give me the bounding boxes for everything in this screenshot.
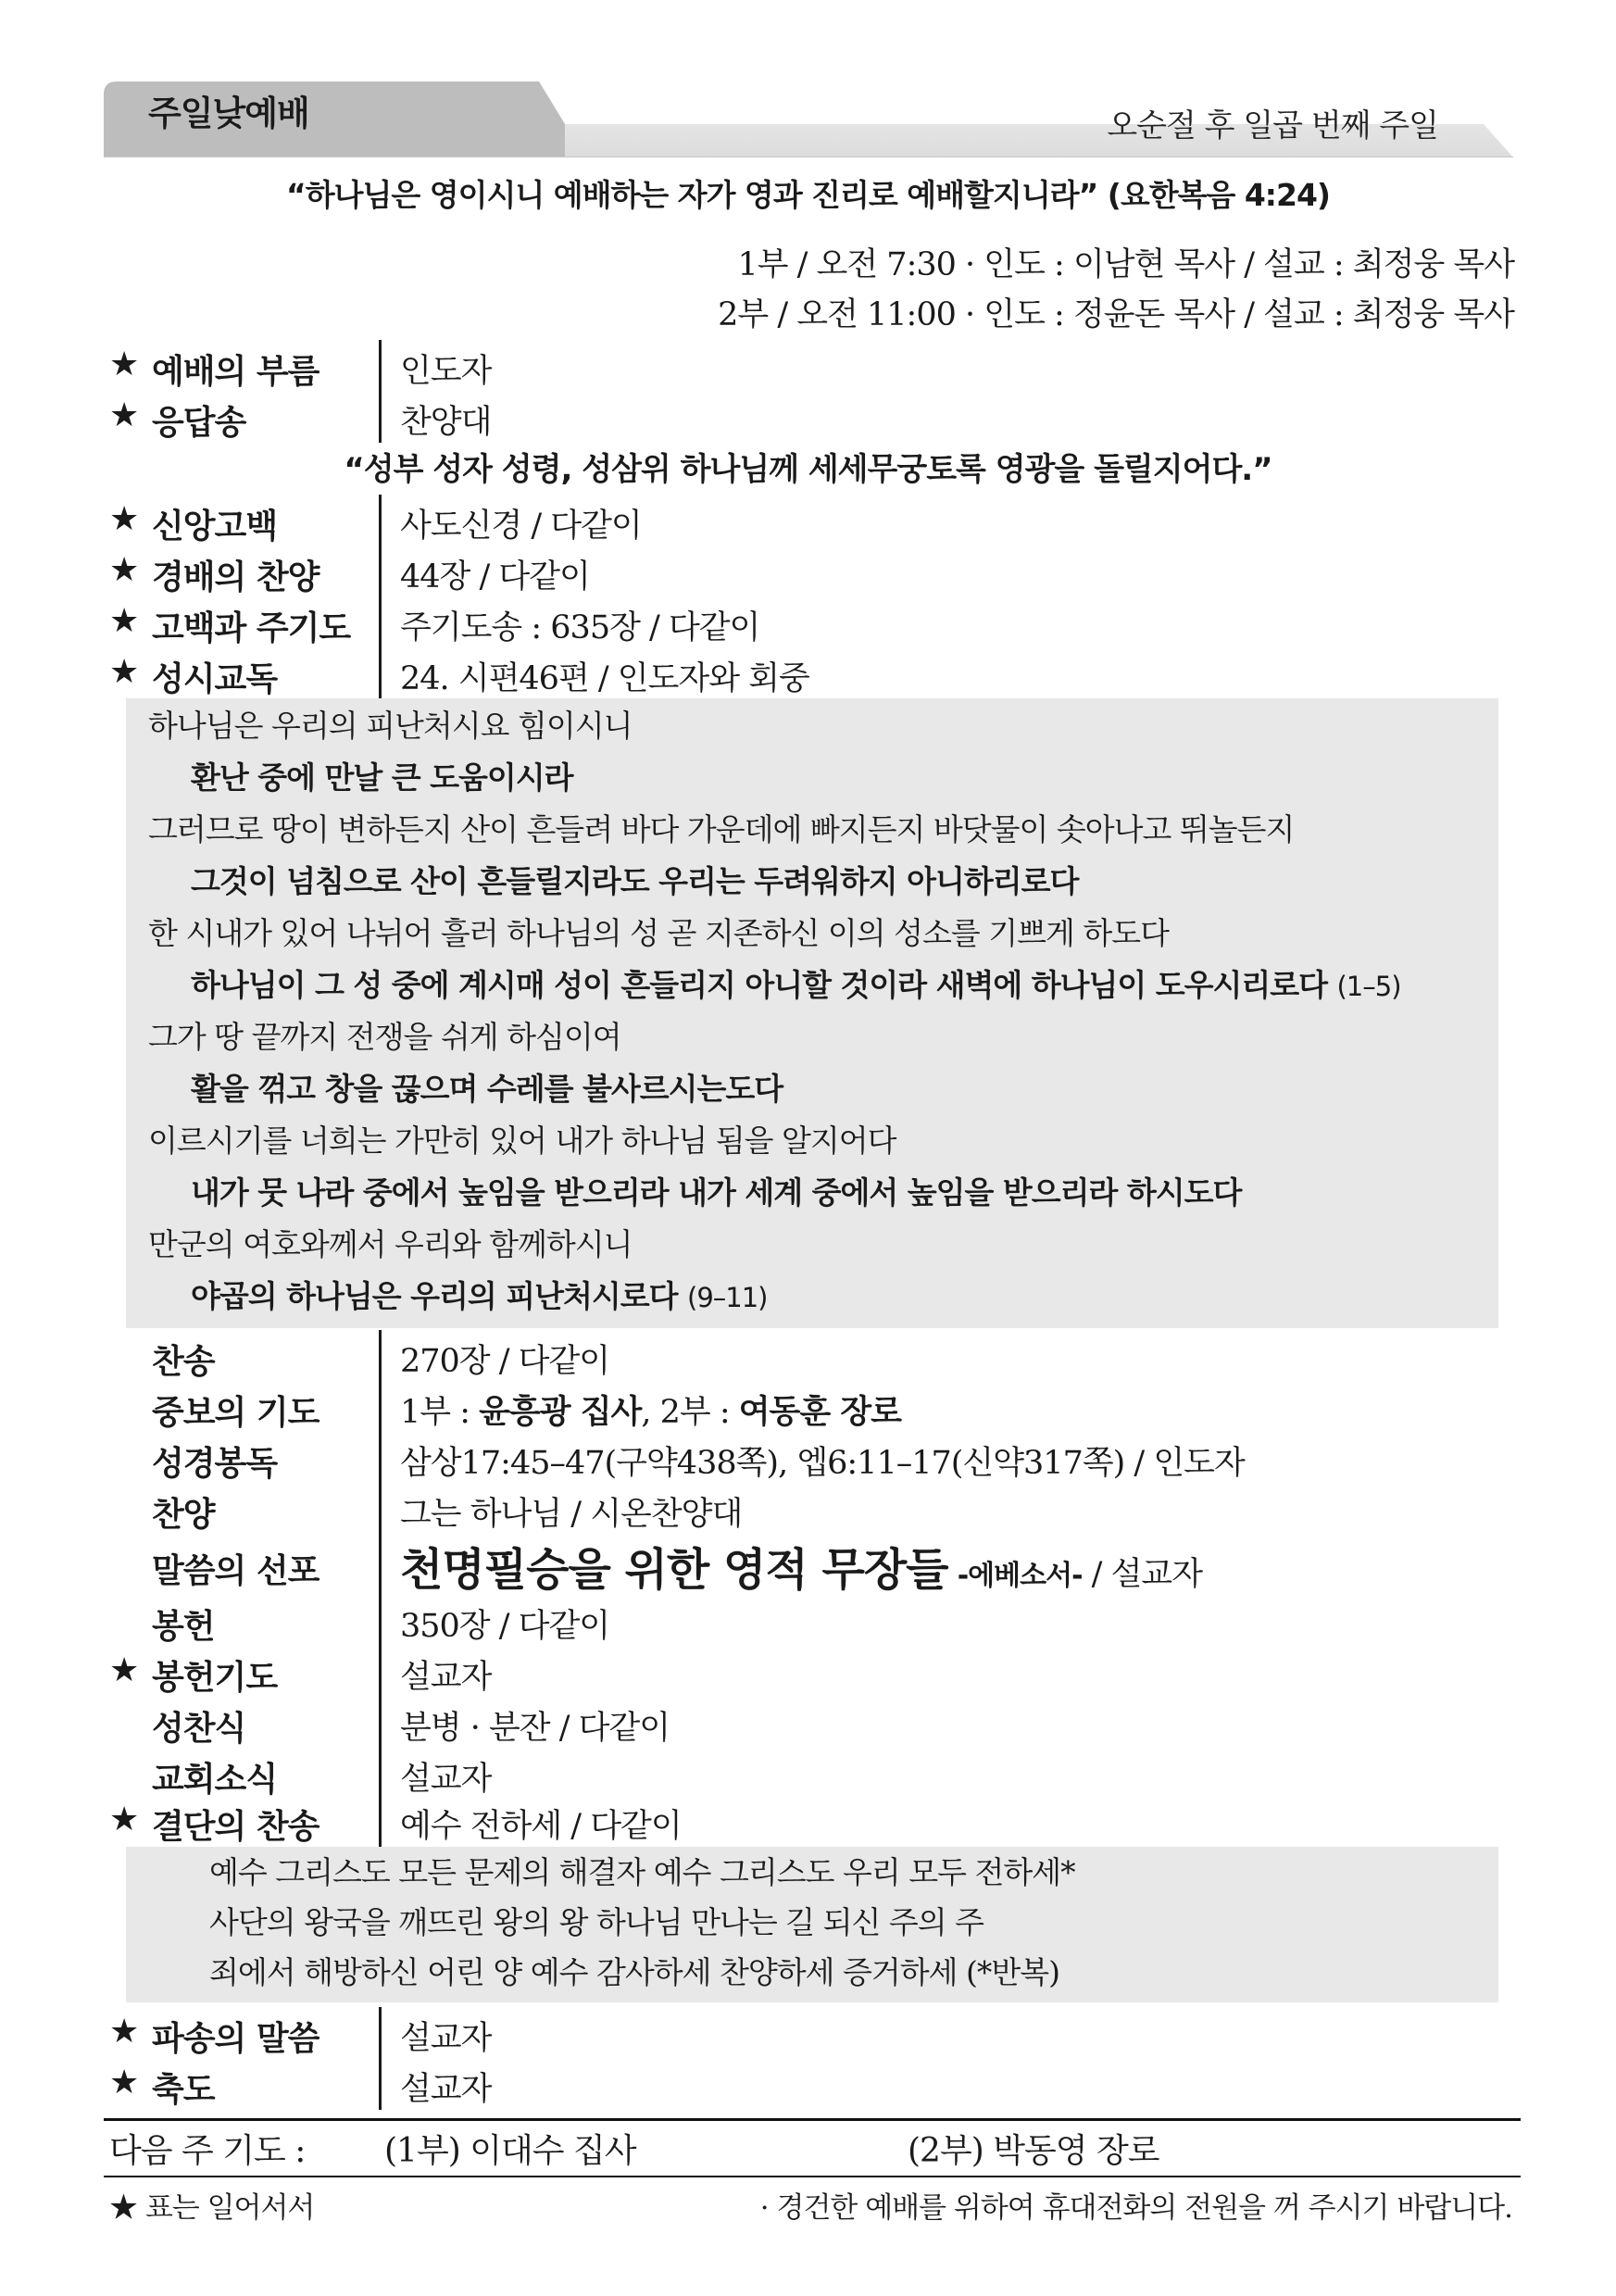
sermon-book: -에베소서- xyxy=(957,1560,1083,1592)
sermon-preacher: / 설교자 xyxy=(1082,1556,1203,1593)
verse-reference: (9–11) xyxy=(687,1282,768,1313)
reading-leader-line: 하나님은 우리의 피난처시요 힘이시니 xyxy=(148,708,633,744)
reading-response-line xyxy=(191,1273,768,1316)
order-label: 성경봉독 xyxy=(152,1445,278,1483)
phone-note: · 경건한 예배를 위하여 휴대전화의 전원을 꺼 주시기 바랍니다. xyxy=(759,2191,1512,2225)
order-row xyxy=(104,1483,1521,1535)
divider xyxy=(379,647,382,699)
order-row xyxy=(104,2058,1521,2110)
divider xyxy=(379,2058,382,2110)
reading-leader-line: 한 시내가 있어 나뉘어 흘러 하나님의 성 곧 지존하신 이의 성소를 기쁘게 하도다 xyxy=(148,915,1169,951)
order-value: 인도자 xyxy=(400,353,492,390)
divider xyxy=(379,1330,382,1382)
reading-response-text: 하나님이 그 성 중에 계시매 성이 흔들리지 아니할 것이라 새벽에 하나님이 도우시리로다 xyxy=(191,967,1337,1003)
order-row xyxy=(104,340,1521,392)
standing-star-icon: ★ xyxy=(109,653,140,691)
order-label: 교회소식 xyxy=(152,1761,278,1799)
standing-note: ★ 표는 일어서서 xyxy=(109,2191,315,2225)
service-1-info: 1부 / 오전 7:30 · 인도 : 이남현 목사 / 설교 : 최정웅 목사 xyxy=(737,246,1514,283)
order-value: 설교자 xyxy=(400,2020,492,2057)
divider xyxy=(379,1432,382,1484)
order-label: 예배의 부름 xyxy=(152,353,319,391)
order-row xyxy=(104,1381,1521,1433)
divider xyxy=(379,1697,382,1749)
order-value: 분병 · 분잔 / 다같이 xyxy=(400,1710,670,1747)
order-value: 예수 전하세 / 다같이 xyxy=(400,1808,682,1845)
sermon-title: 천명필승을 위한 영적 무장들 xyxy=(400,1544,948,1596)
order-row xyxy=(104,495,1521,546)
hymn-lyric-line: 사단의 왕국을 깨뜨린 왕의 왕 하나님 만나는 길 되신 주의 주 xyxy=(209,1904,983,1940)
order-label: 성찬식 xyxy=(152,1710,246,1748)
order-row xyxy=(104,1330,1521,1382)
service-2-label: , 2부 : xyxy=(641,1394,739,1431)
page-subtitle: 오순절 후 일곱 번째 주일 xyxy=(1107,107,1438,144)
divider xyxy=(379,1646,382,1698)
order-row xyxy=(104,546,1521,597)
order-label: 경배의 찬양 xyxy=(152,558,319,596)
order-label: 말씀의 선포 xyxy=(152,1552,319,1590)
order-value: 설교자 xyxy=(400,1761,492,1798)
reading-leader-line: 만군의 여호와께서 우리와 함께하시니 xyxy=(148,1226,633,1262)
standing-star-icon: ★ xyxy=(109,2064,140,2102)
divider xyxy=(379,1748,382,1800)
standing-star-icon: ★ xyxy=(109,1651,140,1689)
order-label: 봉헌 xyxy=(152,1608,215,1646)
divider xyxy=(379,1795,382,1847)
order-label: 봉헌기도 xyxy=(152,1659,278,1697)
order-value xyxy=(400,1386,901,1433)
divider xyxy=(379,340,382,392)
reading-response-line xyxy=(191,961,1401,1005)
reading-response-text: 야곱의 하나님은 우리의 피난처시로다 xyxy=(191,1278,688,1314)
standing-star-icon: ★ xyxy=(109,551,140,589)
standing-star-icon: ★ xyxy=(109,2013,140,2051)
reading-response-line: 활을 꺾고 창을 끊으며 수레를 불사르시는도다 xyxy=(191,1071,783,1107)
order-label: 고백과 주기도 xyxy=(152,609,351,647)
divider xyxy=(379,596,382,648)
divider xyxy=(379,1381,382,1433)
order-label: 축도 xyxy=(152,2071,215,2109)
order-row xyxy=(104,391,1521,443)
service-2-info: 2부 / 오전 11:00 · 인도 : 정윤돈 목사 / 설교 : 최정웅 목사 xyxy=(718,296,1514,333)
reading-leader-line: 그가 땅 끝까지 전쟁을 쉬게 하심이여 xyxy=(148,1019,621,1055)
standing-star-icon: ★ xyxy=(109,345,140,383)
order-row xyxy=(104,596,1521,648)
reading-leader-line: 이르시기를 너희는 가만히 있어 내가 하나님 됨을 알지어다 xyxy=(148,1123,896,1159)
order-label: 결단의 찬송 xyxy=(152,1808,319,1846)
footer-rule xyxy=(104,2118,1521,2121)
reading-response-line: 내가 뭇 나라 중에서 높임을 받으리라 내가 세계 중에서 높임을 받으리라 하시도다 xyxy=(191,1174,1242,1211)
order-row xyxy=(104,2007,1521,2059)
sermon-line xyxy=(400,1534,1202,1598)
page-title: 주일낮예배 xyxy=(148,94,309,133)
service-2-prayer-leader: 여동훈 장로 xyxy=(738,1394,901,1431)
service-1-prayer-leader: 윤흥광 집사 xyxy=(479,1394,642,1431)
hymn-lyric-line: 죄에서 해방하신 어린 양 예수 감사하세 찬양하세 증거하세 (*반복) xyxy=(209,1954,1059,1990)
hymn-lyric-line: 예수 그리스도 모든 문제의 해결자 예수 그리스도 우리 모두 전하세* xyxy=(209,1854,1075,1890)
order-value: 270장 / 다같이 xyxy=(400,1343,610,1380)
standing-star-icon: ★ xyxy=(109,602,140,640)
next-prayer-service-1: (1부) 이대수 집사 xyxy=(384,2132,636,2170)
divider xyxy=(379,495,382,546)
reading-response-line: 환난 중에 만날 큰 도움이시라 xyxy=(191,759,573,796)
verse-reference: (1–5) xyxy=(1336,971,1401,1002)
standing-star-icon: ★ xyxy=(109,1800,140,1838)
next-prayer-service-2: (2부) 박동영 장로 xyxy=(908,2132,1159,2170)
order-value: 350장 / 다같이 xyxy=(400,1608,610,1645)
order-label: 성시교독 xyxy=(152,660,278,698)
divider xyxy=(379,1595,382,1647)
reading-response-line: 그것이 넘침으로 산이 흔들릴지라도 우리는 두려워하지 아니하리로다 xyxy=(191,863,1079,899)
order-row xyxy=(104,1697,1521,1749)
order-value: 찬양대 xyxy=(400,404,492,441)
reading-leader-line: 그러므로 땅이 변하든지 산이 흔들려 바다 가운데에 빠지든지 바닷물이 솟아나고 뛰놀든지 xyxy=(148,811,1295,847)
order-value: 주기도송 : 635장 / 다같이 xyxy=(400,609,760,646)
order-row xyxy=(104,1646,1521,1698)
footer-rule xyxy=(104,2176,1521,2177)
order-label: 찬송 xyxy=(152,1343,215,1381)
order-row xyxy=(104,647,1521,699)
order-value: 설교자 xyxy=(400,1659,492,1696)
order-row xyxy=(104,1432,1521,1484)
theme-verse: “하나님은 영이시니 예배하는 자가 영과 진리로 예배할지니라” (요한복음 4:24) xyxy=(286,177,1330,213)
order-label: 중보의 기도 xyxy=(152,1394,319,1432)
order-row xyxy=(104,1748,1521,1800)
order-value: 설교자 xyxy=(400,2071,492,2108)
doxology: “성부 성자 성령, 성삼위 하나님께 세세무궁토록 영광을 돌릴지어다.” xyxy=(344,451,1272,488)
order-value: 사도신경 / 다같이 xyxy=(400,508,642,545)
standing-star-icon: ★ xyxy=(109,500,140,538)
order-label: 찬양 xyxy=(152,1496,215,1534)
order-label: 신앙고백 xyxy=(152,508,278,546)
order-row xyxy=(104,1534,1521,1595)
divider xyxy=(379,1483,382,1535)
order-value: 24. 시편46편 / 인도자와 회중 xyxy=(400,660,809,697)
order-row xyxy=(104,1595,1521,1647)
divider xyxy=(379,546,382,597)
divider xyxy=(379,2007,382,2059)
divider xyxy=(379,391,382,443)
order-label: 응답송 xyxy=(152,404,246,442)
order-value: 그는 하나님 / 시온찬양대 xyxy=(400,1496,743,1533)
service-1-label: 1부 : xyxy=(400,1394,480,1431)
order-label: 파송의 말씀 xyxy=(152,2020,319,2058)
order-row xyxy=(104,1795,1521,1847)
divider xyxy=(379,1534,382,1595)
standing-star-icon: ★ xyxy=(109,396,140,434)
next-prayer-label: 다음 주 기도 : xyxy=(109,2132,306,2170)
order-value: 삼상17:45–47(구약438쪽), 엡6:11–17(신약317쪽) / 인도자 xyxy=(400,1445,1245,1482)
order-value: 44장 / 다같이 xyxy=(400,558,590,596)
